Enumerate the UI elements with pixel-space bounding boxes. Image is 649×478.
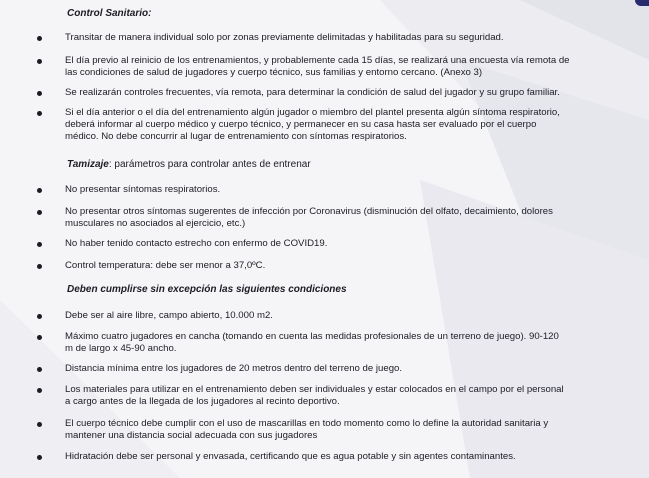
bullet-icon — [37, 210, 42, 215]
list-item-text: El cuerpo técnico debe cumplir con el uso de mascarillas en todo momento como lo define la autoridad sanitaria y mantener una distancia social adecuada con sus jugadores — [65, 418, 549, 441]
bullet-icon — [37, 59, 42, 64]
list-item-text: Máximo cuatro jugadores en cancha (tomando en cuenta las medidas profesionales de un terreno de juego). 90-120 m de largo x 45-90 ancho. — [65, 331, 559, 354]
bullet-icon — [37, 367, 42, 372]
section-heading-tamizaje: Tamizaje: parámetros para controlar antes de entrenar — [67, 159, 311, 170]
list-item-text: Se realizarán controles frecuentes, vía remota, para determinar la condición de salud del jugador y su grupo familiar. — [65, 87, 560, 98]
bullet-icon — [37, 188, 42, 193]
bullet-icon — [37, 422, 42, 427]
bullet-icon — [37, 264, 42, 269]
bullet-icon — [37, 455, 42, 460]
list-item-text: No presentar síntomas respiratorios. — [65, 184, 221, 195]
list-item-text: Debe ser al aire libre, campo abierto, 10.000 m2. — [65, 310, 273, 321]
list-item-text: Distancia mínima entre los jugadores de 20 metros dentro del terreno de juego. — [65, 363, 403, 374]
list-item-text: El día previo al reinicio de los entrenamientos, y probablemente cada 15 días, se realizará una encuesta vía remota de las condiciones de salud de jugadores y cuerpo técnico, sus familias y entorno cercano. (Anexo 3) — [65, 55, 570, 78]
list-item-text: Control temperatura: debe ser menor a 37,0ºC. — [65, 260, 266, 271]
list-item-text: No haber tenido contacto estrecho con enfermo de COVID19. — [65, 238, 328, 249]
bullet-icon — [37, 388, 42, 393]
corner-accent — [635, 0, 649, 6]
list-item-text: Hidratación debe ser personal y envasada, certificando que es agua potable y sin agentes contaminantes. — [65, 451, 516, 462]
bullet-icon — [37, 36, 42, 41]
section-heading-condiciones: Deben cumplirse sin excepción las siguientes condiciones — [67, 284, 347, 295]
list-item-text: Transitar de manera individual solo por zonas previamente delimitadas y habilitadas para su seguridad. — [65, 32, 504, 43]
list-item-text: Si el día anterior o el día del entrenamiento algún jugador o miembro del plantel presenta algún síntoma respiratorio, deberá informar al cuerpo médico y cuerpo técnico, y permanecer en su casa hasta ser evaluado por el cuerpo médico. No debe concurrir al lugar de entrenamiento con síntomas respiratorios. — [65, 107, 560, 142]
list-item-text: No presentar otros síntomas sugerentes de infección por Coronavirus (disminución del olfato, decaimiento, dolores musculares no asociados al ejercicio, etc.) — [65, 206, 553, 229]
bullet-icon — [37, 91, 42, 96]
bullet-icon — [37, 111, 42, 116]
bullet-icon — [37, 242, 42, 247]
bullet-icon — [37, 335, 42, 340]
section-heading-control-sanitario: Control Sanitario: — [67, 8, 152, 19]
list-item-text: Los materiales para utilizar en el entrenamiento deben ser individuales y estar colocados en el campo por el personal a cargo antes de la llegada de los jugadores al recinto deportivo. — [65, 384, 564, 407]
bullet-icon — [37, 314, 42, 319]
